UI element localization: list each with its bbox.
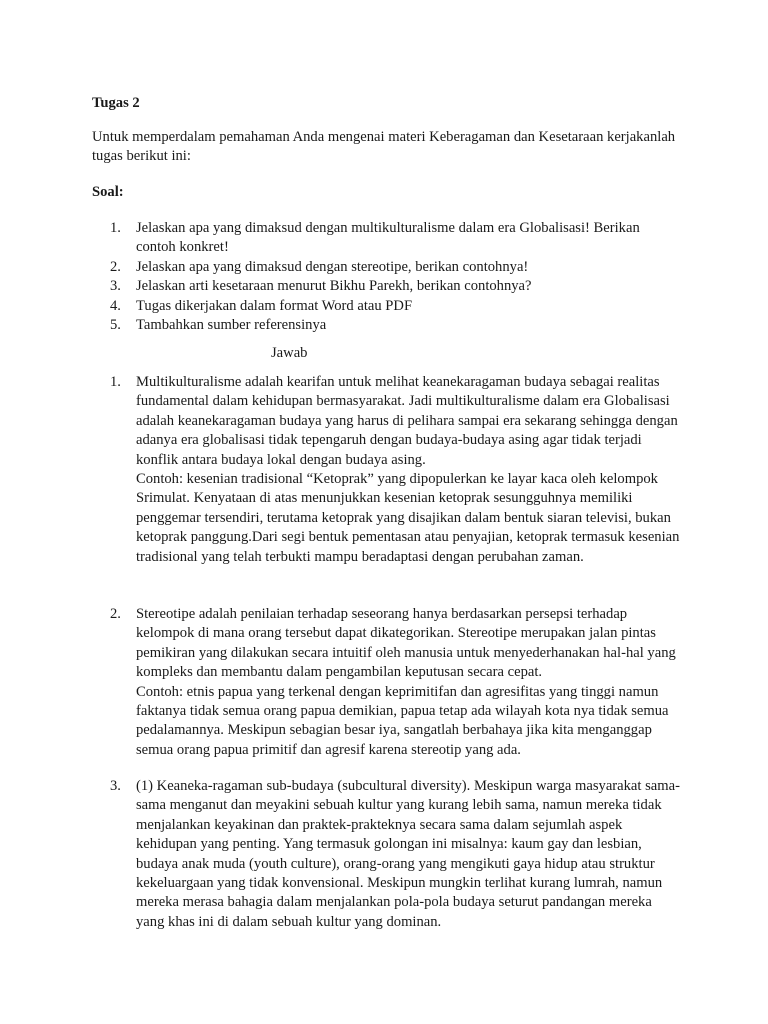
document-title: Tugas 2 [92,95,140,111]
question-item [92,219,682,258]
answer-paragraph: (1) Keaneka-ragaman sub-budaya (subcultural diversity). Meskipun warga masyarakat sama-sama menganut dan meyakini sebuah kultur yang kurang lebih sama, namun mereka tidak menjalankan keyakinan dan praktek-prakteknya secara sama dalam sejumlah aspek kehidupan yang penting. Yang termasuk golongan ini misalnya: kaum gay dan lesbian, budaya anak muda (youth culture), orang-orang yang mengikuti gaya hidup atau struktur kekeluargaan yang tidak konvensional. Meskipun mungkin terlihat kurang lumrah, namun mereka merasa bahagia dalam menjalankan pola-pola budaya seturut pandangan mereka yang khas ini di dalam sebuah kultur yang dominan. [136,778,680,930]
intro-paragraph: Untuk memperdalam pemahaman Anda mengenai materi Keberagaman dan Kesetaraan kerjakanlah tugas berikut ini: [92,129,676,165]
question-number: 3. [110,278,121,295]
question-text: Jelaskan apa yang dimaksud dengan stereotipe, berikan contohnya! [136,258,529,275]
question-number: 2. [110,258,121,275]
question-item [92,316,682,335]
answer-item [92,373,682,567]
answer-number: 3. [110,778,121,794]
question-item [92,258,682,277]
soal-heading: Soal: [92,184,124,200]
question-item [92,297,682,316]
question-list [92,219,682,335]
question-number: 5. [110,317,121,334]
jawab-heading: Jawab [271,345,308,361]
answer-item [92,777,682,932]
question-text: Jelaskan arti kesetaraan menurut Bikhu Parekh, berikan contohnya? [136,278,532,295]
question-text: Tugas dikerjakan dalam format Word atau PDF [136,297,413,314]
answer-example: Contoh: kesenian tradisional “Ketoprak” yang dipopulerkan ke layar kaca oleh kelompok Srimulat. Kenyataan di atas menunjukkan kesenian ketoprak sesungguhnya memiliki penggemar tersendiri, terutama ketoprak yang disajikan dalam bentuk siaran televisi, bukan ketoprak panggung.Dari segi bentuk pementasan atau penyajian, ketoprak termasuk kesenian tradisional yang telah terbukti mampu beradaptasi dengan perubahan zaman. [136,471,680,565]
answer-paragraph: Multikulturalisme adalah kearifan untuk melihat keanekaragaman budaya sebagai realitas fundamental dalam kehidupan bermasyarakat. Jadi multikulturalisme dalam era Globalisasi adalah keanekaragaman budaya yang harus di pelihara sampai era sekarang sehingga dengan adanya era globalisasi tidak tepengaruh dengan budaya-budaya asing agar tidak terjadi konflik antara budaya lokal dengan budaya asing. [136,374,678,468]
answer-number: 1. [110,374,121,390]
answer-paragraph: Stereotipe adalah penilaian terhadap seseorang hanya berdasarkan persepsi terhadap kelompok di mana orang tersebut dapat dikategorikan. Stereotipe merupakan jalan pintas pemikiran yang dilakukan secara intuitif oleh manusia untuk menyederhanakan hal-hal yang kompleks dan membantu dalam pengambilan keputusan secara cepat. [136,606,676,681]
question-number: 1. [110,220,121,236]
question-item [92,277,682,296]
question-text: Tambahkan sumber referensinya [136,317,327,334]
question-text: Jelaskan apa yang dimaksud dengan multikulturalisme dalam era Globalisasi! Berikan contoh konkret! [136,220,640,256]
question-number: 4. [110,297,121,314]
answer-item [92,605,682,760]
answer-number: 2. [110,606,121,622]
answer-example: Contoh: etnis papua yang terkenal dengan keprimitifan dan agresifitas yang tinggi namun faktanya tidak semua orang papua demikian, papua tetap ada wilayah kota nya tidak semua pedalamannya. Meskipun sebagian besar iya, sangatlah berbahaya jika kita menganggap semua orang papua primitif dan agresif karena stereotip yang ada. [136,683,669,758]
